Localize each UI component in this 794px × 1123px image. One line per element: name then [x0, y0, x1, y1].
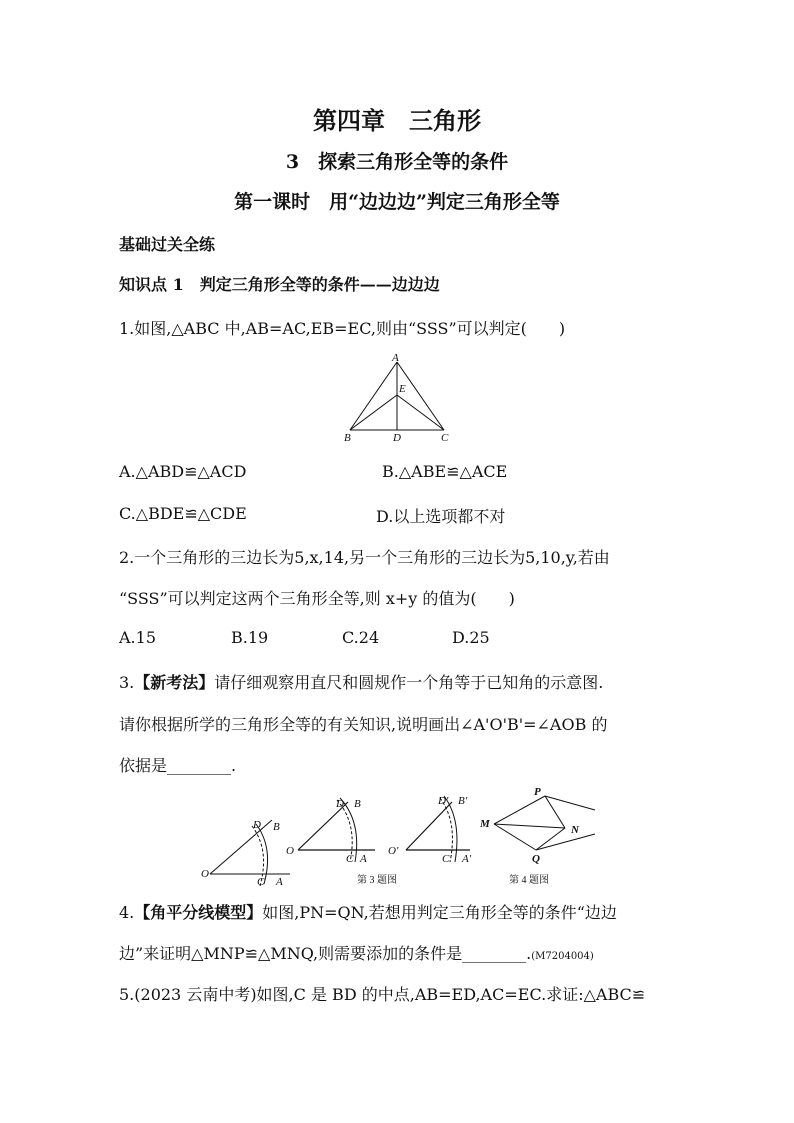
- q2-option-a: A.15: [119, 628, 156, 647]
- q3-fig-panel-1: [201, 819, 290, 888]
- q4-line1-text: 如图,PN=QN,若想用判定三角形全等的条件“边边: [262, 903, 617, 922]
- fig3c-label-B: B': [458, 795, 468, 807]
- q3-fig-panel-2: [286, 798, 375, 865]
- fig1-label-B: B: [344, 432, 351, 444]
- fig1-label-D: D: [393, 432, 401, 444]
- practice-header: 基础过关全练: [119, 235, 216, 254]
- fig4-label-M: M: [480, 818, 490, 830]
- fig1-label-A: A: [392, 352, 399, 364]
- q1-option-a: A.△ABD≌△ACD: [119, 462, 247, 481]
- question-3-line2: 请你根据所学的三角形全等的有关知识,说明画出∠A'O'B'=∠AOB 的: [119, 715, 608, 734]
- fig4-label-N: N: [571, 824, 579, 836]
- section-title: 3 探索三角形全等的条件: [285, 151, 509, 173]
- question-1-stem: 1.如图,△ABC 中,AB=AC,EB=EC,则由“SSS”可以判定( ): [119, 319, 566, 338]
- q3-line1-text: 请仔细观察用直尺和圆规作一个角等于已知角的示意图.: [214, 673, 604, 692]
- fig3a-label-A: A: [276, 876, 283, 888]
- q4-tag: 【角平分线模型】: [134, 903, 263, 922]
- q4-number: 4.: [119, 903, 135, 922]
- question-1-figure: [340, 350, 460, 445]
- q3-fig-panel-3: [388, 795, 472, 865]
- q2-option-d: D.25: [452, 628, 490, 647]
- figure-4-caption: 第 4 题图: [509, 875, 549, 886]
- knowledge-point-heading: 知识点 1 判定三角形全等的条件——边边边: [119, 275, 440, 294]
- chapter-title: 第四章 三角形: [313, 106, 481, 135]
- fig4-label-P: P: [534, 786, 541, 798]
- fig3b-label-B: B: [354, 798, 361, 810]
- fig3c-label-C: C': [442, 853, 452, 865]
- question-3-line1: [119, 670, 603, 693]
- fig3b-label-A: A: [360, 853, 367, 865]
- q2-option-c: C.24: [342, 628, 380, 647]
- question-4-line1: [119, 900, 617, 923]
- fig3a-label-O: O: [201, 868, 209, 880]
- fig3b-label-D: D: [336, 798, 344, 810]
- q1-option-d: D.以上选项都不对: [376, 507, 506, 526]
- q3-number: 3.: [119, 673, 135, 692]
- q1-option-c: C.△BDE≌△CDE: [119, 504, 247, 523]
- q4-line2-text: 边”来证明△MNP≌△MNQ,则需要添加的条件是________.: [119, 944, 532, 963]
- q4-figure: [479, 786, 595, 865]
- figure-3-caption: 第 3 题图: [357, 875, 397, 886]
- fig3c-label-A: A': [462, 853, 472, 865]
- fig3a-label-D: D: [253, 819, 261, 831]
- lesson-title: 第一课时 用“边边边”判定三角形全等: [234, 191, 560, 213]
- q4-code: (M7204004): [531, 951, 594, 962]
- fig3b-label-C: C: [346, 853, 354, 865]
- question-5-line1: 5.(2023 云南中考)如图,C 是 BD 的中点,AB=ED,AC=EC.求证:△ABC≌: [119, 985, 646, 1004]
- question-2-line1: 2.一个三角形的三边长为5,x,14,另一个三角形的三边长为5,10,y,若由: [119, 548, 610, 567]
- question-3-line3: 依据是________.: [119, 756, 237, 775]
- question-4-line2: [119, 941, 594, 964]
- fig3c-label-D: D': [438, 795, 449, 807]
- fig3a-label-C: C: [257, 876, 265, 888]
- fig4-label-Q: Q: [532, 853, 540, 865]
- question-3-4-figures: [190, 782, 600, 892]
- fig3a-label-B: B: [273, 821, 280, 833]
- fig3b-label-O: O: [286, 845, 294, 857]
- question-2-line2: “SSS”可以判定这两个三角形全等,则 x+y 的值为( ): [119, 589, 515, 608]
- q3-tag: 【新考法】: [134, 673, 215, 692]
- q1-option-b: B.△ABE≌△ACE: [382, 462, 508, 481]
- fig3c-label-O: O': [388, 845, 399, 857]
- q2-option-b: B.19: [231, 628, 269, 647]
- fig1-label-C: C: [441, 432, 449, 444]
- fig1-label-E: E: [399, 383, 406, 395]
